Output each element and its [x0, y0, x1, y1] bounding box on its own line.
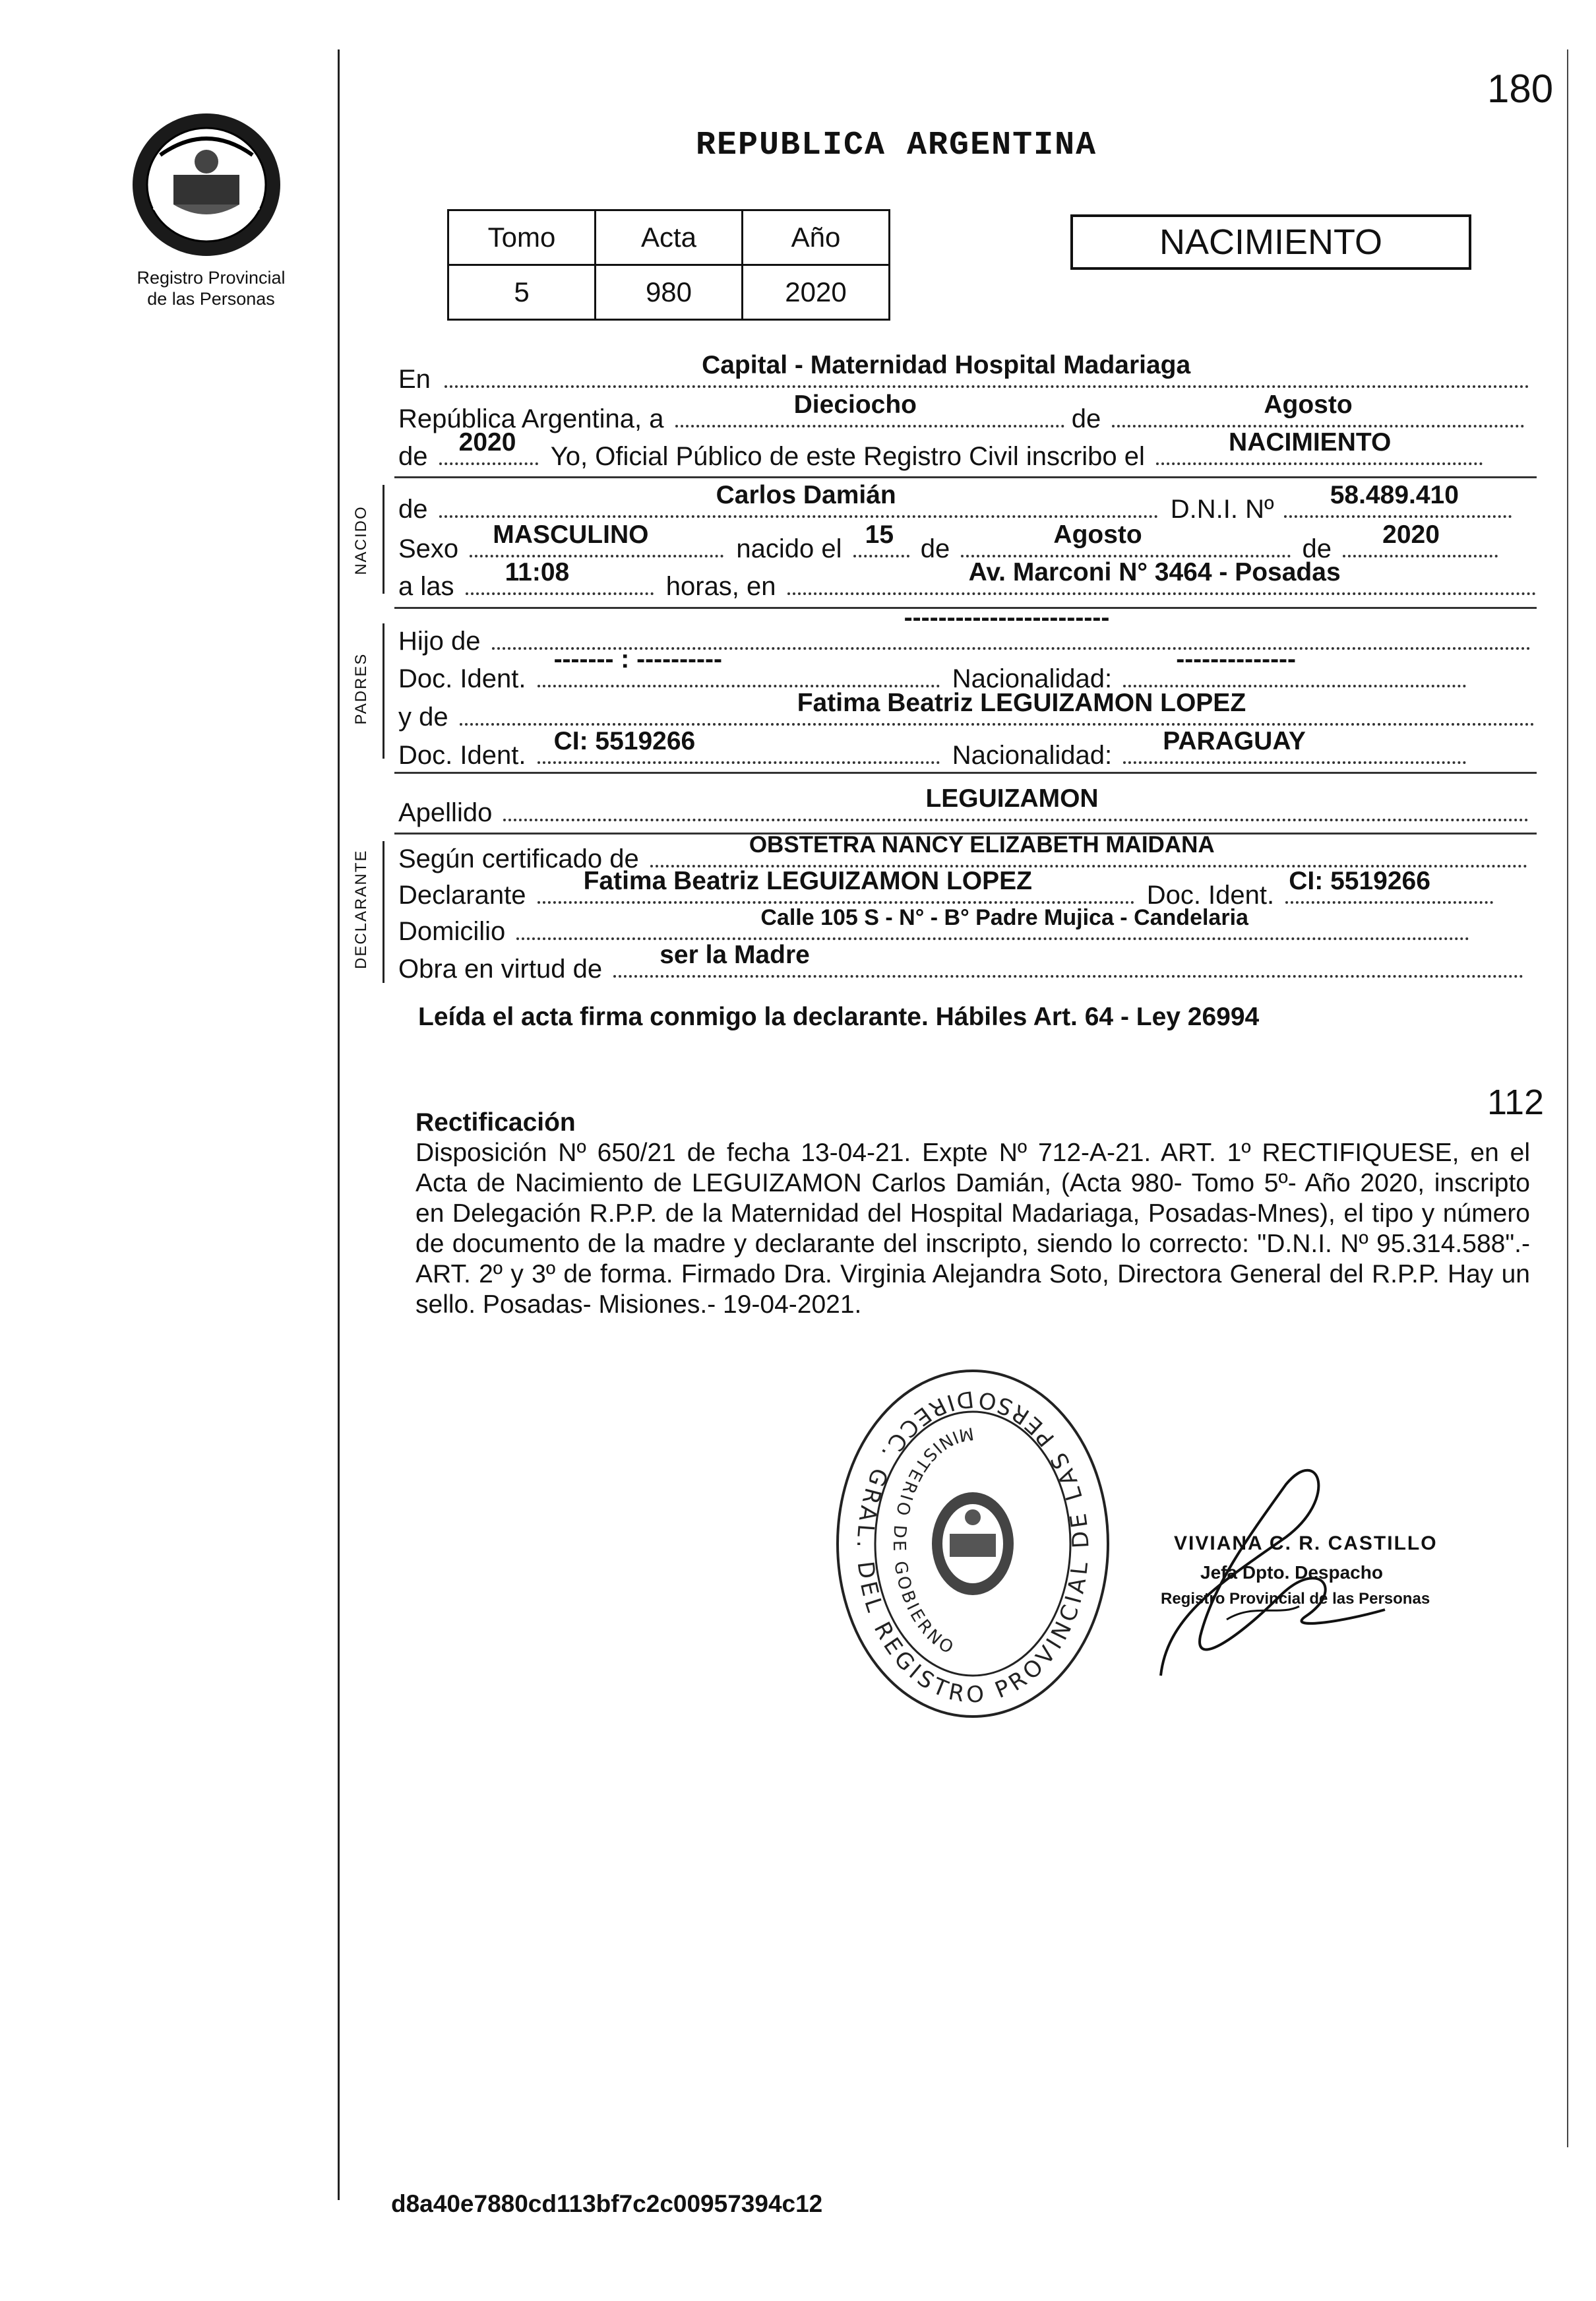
birth-month-value: Agosto — [1053, 520, 1142, 549]
padres-row-mother-doc — [398, 727, 1466, 771]
en-label: En — [398, 365, 431, 394]
yde-label: y de — [398, 703, 448, 732]
rectification-text: Disposición Nº 650/21 de fecha 13-04-21. Expte Nº 712-A-21. ART. 1º RECTIFIQUESE, en el Acta de Nacimiento de LEGUIZAMON Carlos Damián, (Acta 980- Tomo 5º- Año 2020, inscripto en Delegación R.P.P. de la Maternidad del Hospital Madariaga, Posadas-Mnes), el tipo y número de documento de la madre y declarante del inscripto, siendo lo correcto: "D.N.I. Nº 95.314.588".- ART. 2º y 3º de forma. Firmado Dra. Virginia Alejandra Soto, Directora General del R.P.P. Hay un sello. Posadas- Misiones.- 19-04-2021. — [415, 1139, 1530, 1319]
mother-value: Fatima Beatriz LEGUIZAMON LOPEZ — [797, 689, 1246, 717]
stamp-inner-text: MINISTERIO DE GOBIERNO — [888, 1423, 975, 1660]
nacido-el-label: nacido el — [736, 534, 842, 563]
dom-value: Calle 105 S - N° - B° Padre Mujica - Candelaria — [760, 905, 1248, 930]
declarante-row-obra — [398, 941, 1523, 985]
table-value-acta: 980 — [596, 265, 743, 320]
registry-line1: Registro Provincial — [137, 268, 286, 288]
stamp-outer-text: DIRECC. GRAL. DEL REGISTRO PROVINCIAL DE LAS PERSO — [851, 1385, 1095, 1709]
decl-doc-value: CI: 5519266 — [1289, 867, 1430, 895]
birth-year-value: 2020 — [1382, 520, 1440, 549]
declarante-label: DECLARANTE — [352, 849, 370, 969]
father-doc-field — [537, 645, 940, 687]
name-field — [439, 481, 1158, 518]
document-hash: d8a40e7880cd113bf7c2c00957394c12 — [391, 2190, 823, 2217]
nacido-de-label2: de — [920, 534, 950, 563]
table-header-acta: Acta — [596, 210, 743, 265]
separator-1 — [394, 476, 1537, 478]
mother-nat-field — [1123, 727, 1466, 764]
address-value: Av. Marconi N° 3464 - Posadas — [968, 558, 1341, 586]
dom-field — [516, 905, 1469, 940]
time-value: 11:08 — [505, 558, 570, 586]
alas-label: a las — [398, 572, 454, 601]
nacido-label: NACIDO — [352, 505, 370, 575]
decl-value: Fatima Beatriz LEGUIZAMON LOPEZ — [583, 867, 1032, 895]
left-margin-line — [338, 49, 340, 2200]
dom-label: Domicilio — [398, 917, 506, 946]
right-margin-line — [1567, 49, 1568, 2147]
month-value: Agosto — [1264, 391, 1353, 419]
day-value: Dieciocho — [793, 391, 917, 419]
official-stamp — [831, 1366, 1115, 1722]
republica-label: República Argentina, a — [398, 404, 664, 433]
signature-org: Registro Provincial de las Personas — [1161, 1590, 1430, 1608]
cert-label: Según certificado de — [398, 844, 639, 873]
decl-label: Declarante — [398, 881, 526, 910]
de2-label: de — [398, 442, 428, 471]
father-value: ------------------------ — [904, 604, 1110, 632]
father-doc-label: Doc. Ident. — [398, 664, 526, 693]
declarante-bracket — [383, 841, 384, 983]
table-value-tomo: 5 — [448, 265, 596, 320]
signature-block — [1121, 1418, 1425, 1695]
registry-name — [106, 267, 317, 309]
cert-value: OBSTETRA NANCY ELIZABETH MAIDANA — [749, 832, 1215, 858]
nacido-de-label: de — [398, 495, 428, 524]
birth-day-value: 15 — [865, 520, 894, 549]
signature-role: Jefa Dpto. Despacho — [1200, 1562, 1383, 1583]
father-nat-value: -------------- — [1176, 645, 1297, 674]
rectification-title: Rectificación — [415, 1108, 576, 1137]
year-value: 2020 — [458, 428, 516, 457]
sexo-label: Sexo — [398, 534, 459, 563]
father-doc-value: ------- : ---------- — [553, 645, 723, 674]
obra-value: ser la Madre — [660, 941, 810, 969]
mother-field — [460, 689, 1535, 726]
horas-label: horas, en — [665, 572, 776, 601]
table-header-ano: Año — [743, 210, 890, 265]
year-field — [439, 428, 538, 465]
mother-doc-label: Doc. Ident. — [398, 741, 526, 770]
padres-bracket — [383, 623, 384, 759]
time-field — [466, 558, 654, 595]
record-type-box: NACIMIENTO — [1070, 214, 1471, 270]
father-nat-label: Nacionalidad: — [952, 664, 1113, 693]
event-value: NACIMIENTO — [1229, 428, 1392, 457]
dni-value: 58.489.410 — [1330, 481, 1459, 509]
rectification-number: 112 — [1487, 1083, 1545, 1122]
decl-doc-field — [1285, 867, 1493, 904]
declarante-row-dom — [398, 905, 1469, 947]
apellido-value: LEGUIZAMON — [925, 784, 1099, 813]
hijo-label: Hijo de — [398, 627, 481, 656]
birth-year-field — [1343, 520, 1498, 557]
nacido-bracket — [383, 485, 384, 594]
document-title: REPUBLICA ARGENTINA — [696, 127, 1097, 164]
record-table — [447, 209, 890, 321]
de-label: de — [1071, 404, 1101, 433]
nacido-de-label3: de — [1302, 534, 1332, 563]
mother-doc-field — [537, 727, 940, 764]
oficial-text: Yo, Oficial Público de este Registro Civil inscribo el — [550, 442, 1145, 471]
address-field — [787, 558, 1536, 595]
registry-line2: de las Personas — [147, 289, 275, 309]
closing-statement: Leída el acta firma conmigo la declarante. Hábiles Art. 64 - Ley 26994 — [418, 1003, 1260, 1031]
mother-nat-value: PARAGUAY — [1163, 727, 1306, 755]
name-value: Carlos Damián — [716, 481, 896, 509]
decl-field — [537, 867, 1134, 904]
page-number: 180 — [1487, 67, 1554, 111]
padres-label: PADRES — [352, 652, 370, 725]
table-header-tomo: Tomo — [448, 210, 596, 265]
place-field — [445, 351, 1529, 388]
mother-doc-value: CI: 5519266 — [553, 727, 696, 755]
father-nat-field — [1123, 645, 1466, 687]
table-value-ano: 2020 — [743, 265, 890, 320]
event-field — [1156, 428, 1483, 465]
intro-row-event — [398, 428, 1483, 472]
dni-field — [1284, 481, 1512, 518]
obra-field — [613, 941, 1523, 978]
birth-day-field — [853, 520, 909, 557]
sexo-value: MASCULINO — [493, 520, 649, 549]
separator-3 — [394, 772, 1537, 774]
dni-label: D.N.I. Nº — [1170, 495, 1274, 524]
day-field — [675, 391, 1064, 427]
signature-name: VIVIANA C. R. CASTILLO — [1174, 1532, 1438, 1554]
apellido-label: Apellido — [398, 798, 493, 827]
sexo-field — [470, 520, 723, 557]
mother-nat-label: Nacionalidad: — [952, 741, 1113, 770]
month-field — [1112, 391, 1524, 427]
intro-row-place — [398, 351, 1529, 395]
apellido-field — [503, 784, 1529, 821]
obra-label: Obra en virtud de — [398, 955, 603, 984]
decl-doc-label: Doc. Ident. — [1146, 881, 1275, 910]
cert-field — [650, 832, 1527, 867]
birth-month-field — [961, 520, 1291, 557]
nacido-row-time — [398, 558, 1536, 602]
apellido-row — [398, 784, 1529, 829]
place-value: Capital - Maternidad Hospital Madariaga — [702, 351, 1191, 379]
stamp-emblem — [932, 1492, 1014, 1595]
provincial-seal — [124, 109, 289, 261]
